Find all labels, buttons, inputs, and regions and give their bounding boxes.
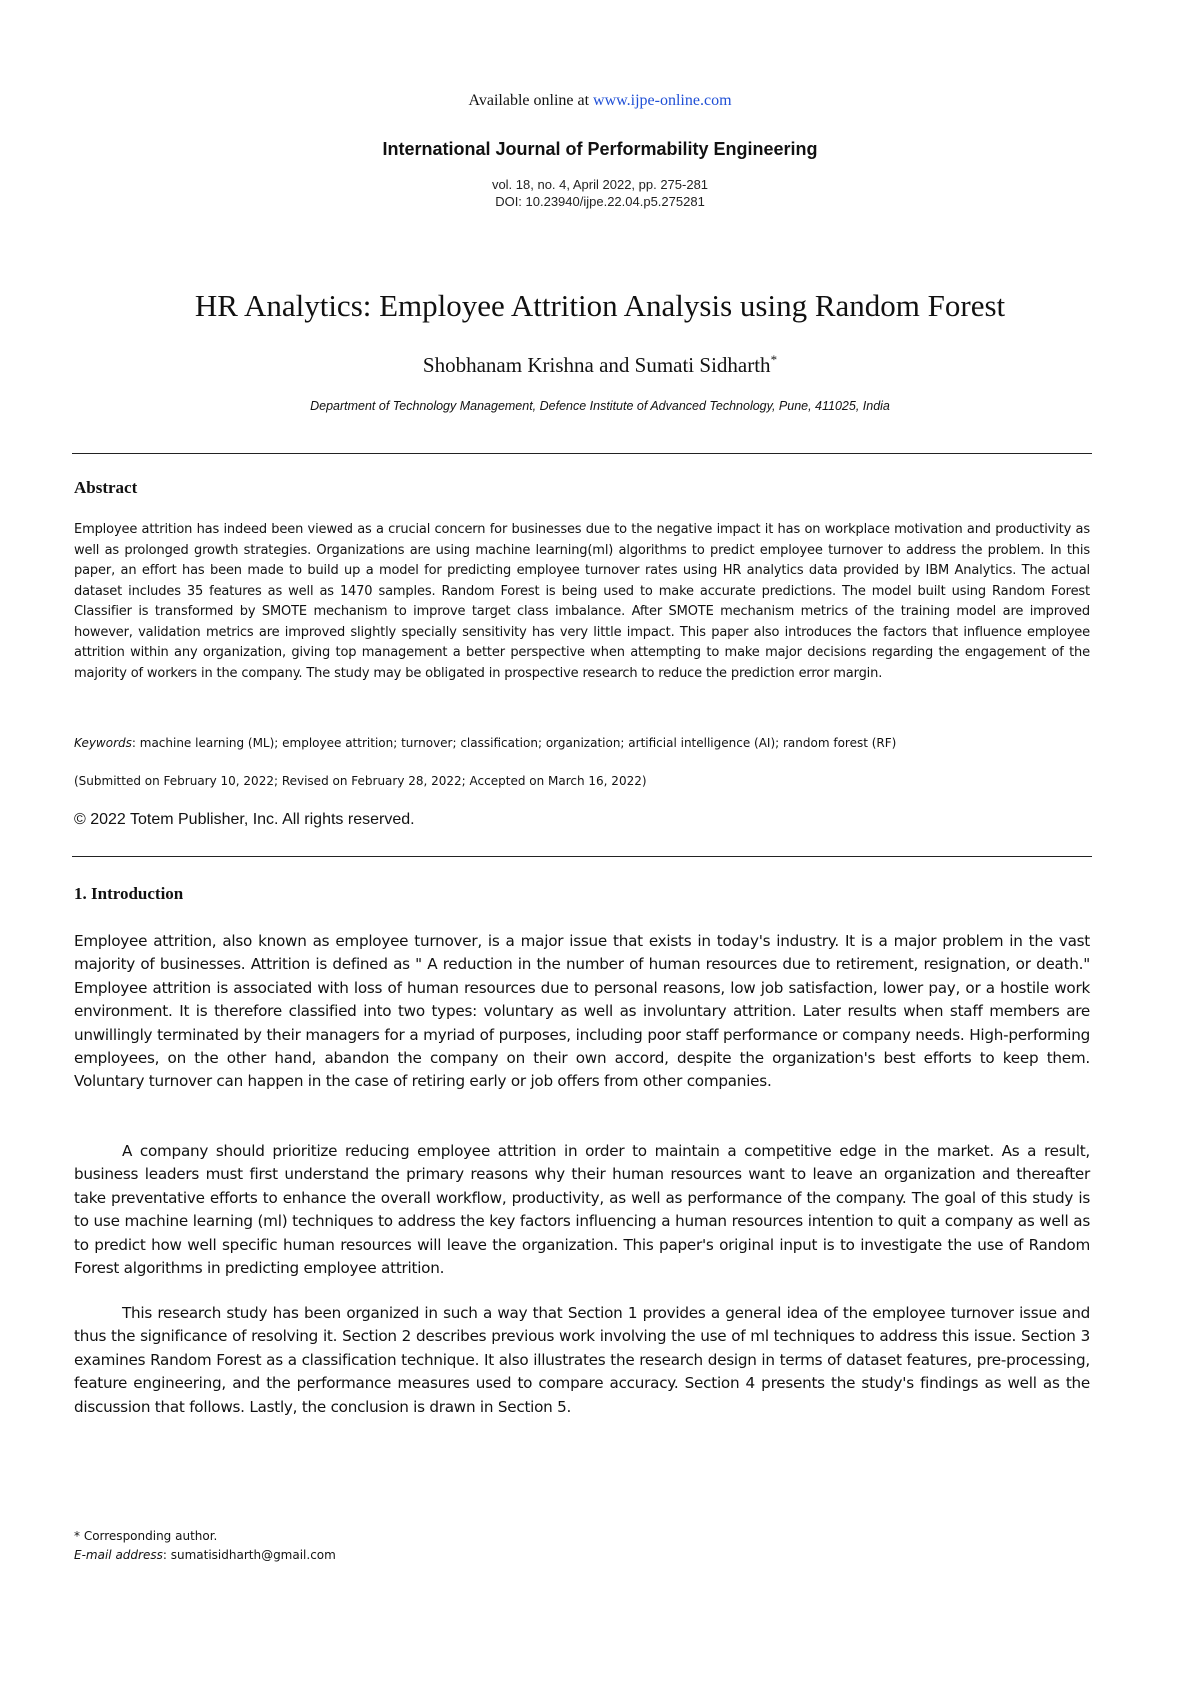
top-divider [72, 453, 1092, 454]
doi-line: DOI: 10.23940/ijpe.22.04.p5.275281 [495, 194, 705, 209]
keywords [74, 736, 1090, 750]
authors [0, 352, 1200, 378]
affiliation: Department of Technology Management, Defence Institute of Advanced Technology, Pune, 411025, India [310, 399, 890, 413]
email-label: E-mail address [74, 1548, 163, 1562]
intro-paragraph-1: Employee attrition, also known as employee turnover, is a major issue that exists in today's industry. It is a major problem in the vast majority of businesses. Attrition is defined as " A reduction in the number of human resources due to retirement, resignation, or death." Employee attrition is associated with loss of human resources due to personal reasons, low job satisfaction, lower pay, or a hostile work environment. It is therefore classified into two types: voluntary as well as involuntary attrition. Later results when staff members are unwillingly terminated by their managers for a myriad of purposes, including poor staff performance or company needs. High-performing employees, on the other hand, abandon the company on their own accord, despite the organization's best efforts to keep them. Voluntary turnover can happen in the case of retiring early or job offers from other companies. [74, 932, 1090, 1091]
keywords-label: Keywords [74, 736, 132, 750]
bottom-divider [72, 856, 1092, 857]
email-line [74, 1546, 1090, 1565]
author-names: Shobhanam Krishna and Sumati Sidharth [422, 353, 771, 377]
introduction-heading: 1. Introduction [74, 884, 184, 903]
keywords-list: : machine learning (ML); employee attrition; turnover; classification; organization; artificial intelligence (AI); random forest (RF) [131, 736, 897, 750]
availability-line [0, 92, 1200, 110]
volume-line: vol. 18, no. 4, April 2022, pp. 275-281 [491, 177, 709, 192]
abstract-text: Employee attrition has indeed been viewed as a crucial concern for businesses due to the negative impact it has on workplace motivation and productivity as well as prolonged growth strategies. Organizations are using machine learning(ml) algorithms to predict employee turnover to address the problem. In this paper, an effort has been made to build up a model for predicting employee turnover rates using HR analytics data provided by IBM Analytics. The actual dataset includes 35 features as well as 1470 samples. Random Forest is being used to make accurate predictions. The model built using Random Forest Classifier is transformed by SMOTE mechanism to improve target class imbalance. After SMOTE mechanism metrics of the training model are improved however, validation metrics are improved slightly specially sensitivity has very little impact. This paper also introduces the factors that influence employee attrition within any organization, giving top management a better perspective when attempting to make major decisions regarding the engagement of the majority of workers in the company. The study may be obligated in prospective research to reduce the prediction error margin. [74, 522, 1090, 681]
corresponding-author-note: * Corresponding author. [74, 1529, 218, 1543]
submission-dates: (Submitted on February 10, 2022; Revised on February 28, 2022; Accepted on March 16, 2022) [74, 774, 647, 788]
footnote [74, 1527, 1090, 1565]
corresponding-mark: * [770, 352, 778, 367]
abstract-heading: Abstract [74, 478, 138, 497]
volume-info [0, 176, 1200, 210]
intro-paragraph-3: This research study has been organized in such a way that Section 1 provides a general idea of the employee turnover issue and thus the significance of resolving it. Section 2 describes previous work involving the use of ml techniques to address this issue. Section 3 examines Random Forest as a classification technique. It also illustrates the research design in terms of dataset features, pre-processing, feature engineering, and the performance measures used to compare accuracy. Section 4 presents the study's findings as well as the discussion that follows. Lastly, the conclusion is drawn in Section 5. [74, 1304, 1090, 1416]
intro-paragraph-2: A company should prioritize reducing employee attrition in order to maintain a competitive edge in the market. As a result, business leaders must first understand the primary reasons why their human resources want to leave an organization and thereafter take preventative efforts to enhance the overall workflow, productivity, as well as performance of the company. The goal of this study is to use machine learning (ml) techniques to address the key factors influencing a human resources intention to quit a company as well as to predict how well specific human resources will leave the organization. This paper's original input is to investigate the use of Random Forest algorithms in predicting employee attrition. [74, 1142, 1090, 1278]
paper-title: HR Analytics: Employee Attrition Analysis using Random Forest [194, 288, 1006, 323]
journal-website-link[interactable]: www.ijpe-online.com [593, 92, 732, 109]
email-address: : sumatisidharth@gmail.com [162, 1548, 336, 1562]
journal-name: International Journal of Performability Engineering [382, 139, 818, 159]
copyright: © 2022 Totem Publisher, Inc. All rights reserved. [74, 811, 415, 828]
available-prefix: Available online at [468, 92, 590, 109]
